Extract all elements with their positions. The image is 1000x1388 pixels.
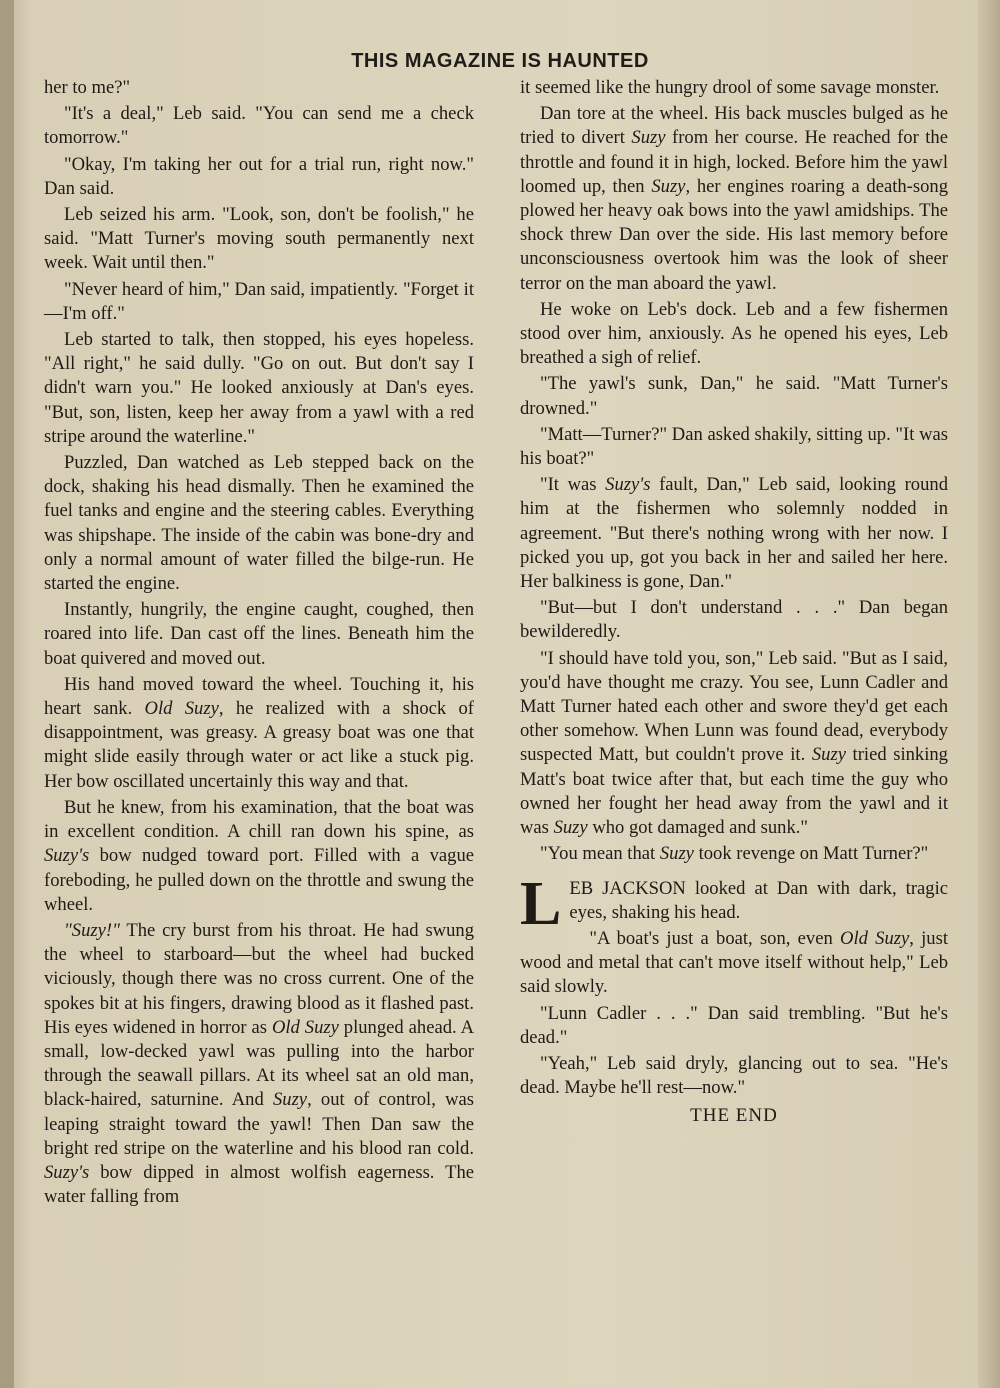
text-run: His hand moved toward the wheel. Touching it, his heart sank. [44, 673, 474, 720]
italic-text-run: Old Suzy [144, 698, 219, 720]
italic-text-run: Suzy [272, 1089, 308, 1111]
paragraph [520, 927, 948, 1000]
text-run: Leb seized his arm. "Look, son, don't be foolish," he said. "Matt Turner's moving south permanently next week. Wait until then." [44, 204, 474, 274]
text-run: "A boat's just a boat, son, even [589, 927, 841, 949]
text-run: But he knew, from his examination, that the boat was in excellent condition. A chill ran down his spine, as [44, 796, 474, 843]
italic-text-run: "Suzy!" [64, 919, 120, 941]
paragraph [44, 328, 474, 449]
italic-text-run: Suzy's [44, 1161, 90, 1183]
paragraph [44, 673, 474, 794]
text-run: who got damaged and sunk." [587, 817, 809, 839]
text-run: "You mean that [540, 843, 660, 865]
text-run: "Lunn Cadler . . ." Dan said trembling. "But he's dead." [520, 1002, 948, 1048]
text-run: it seemed like the hungry drool of some savage monster. [520, 77, 940, 98]
paragraph [44, 796, 474, 917]
italic-text-run: Old Suzy [271, 1016, 339, 1038]
text-run: The cry burst from his throat. He had swung the wheel to starboard—but the wheel had bucked viciously, though there was no cross current. One of the spokes bit at his fingers, drawing blood as it flashed past. His eyes widened in horror as [44, 919, 474, 1038]
text-run: EB JACKSON looked at Dan with dark, tragic eyes, shaking his head. [569, 877, 948, 923]
italic-text-run: Suzy [651, 175, 686, 197]
paragraph [44, 203, 474, 276]
text-run: , just wood and metal that can't move itself without help," Leb said slowly. [520, 927, 948, 998]
text-run: bow nudged toward port. Filled with a vague foreboding, he pulled down on the throttle and swung the wheel. [44, 845, 474, 915]
paragraph [44, 451, 474, 596]
paragraph [520, 372, 948, 420]
paragraph [520, 596, 948, 644]
left-column [44, 76, 474, 1211]
text-run: "Matt—Turner?" Dan asked shakily, sitting up. "It was his boat?" [520, 423, 948, 470]
text-run: "The yawl's sunk, Dan," he said. "Matt Turner's drowned." [520, 373, 948, 419]
text-run: took revenge on Matt Turner?" [693, 843, 929, 865]
text-run: bow dipped in almost wolfish eagerness. The water falling from [44, 1161, 474, 1208]
text-run: "I should have told you, son," Leb said. "But as I said, you'd have thought me crazy. You see, Lunn Cadler and Matt Turner hated each other and swore they'd get each other somehow. When Lunn was found dead, everybody suspected Matt, but couldn't prove it. [520, 647, 948, 766]
italic-text-run: Suzy [659, 843, 694, 865]
page-edge-right [978, 0, 1000, 1388]
paragraph [44, 102, 474, 150]
paragraph [520, 473, 948, 594]
text-run: He woke on Leb's dock. Leb and a few fishermen stood over him, anxiously. As he opened his eyes, Leb breathed a sigh of relief. [520, 298, 948, 369]
paragraph [44, 153, 474, 201]
text-run: , he realized with a shock of disappointment, was greasy. A greasy boat was one that might slide easily through water or act like a stuck pig. Her bow oscillated uncertainly this way and that. [44, 698, 474, 792]
text-run: , her engines roaring a death-song plowed her heavy oak bows into the yawl amidships. The shock threw Dan over the side. His last memory before unconsciousness overtook him was the look of sheer terror on the man aboard the yawl. [520, 175, 948, 294]
text-run: plunged ahead. A small, low-decked yawl was pulling into the harbor through the seawall pillars. At its wheel sat an old man, black-haired, saturnine. And [44, 1016, 474, 1111]
right-column [520, 76, 948, 1129]
paragraph [520, 423, 948, 471]
text-run: "But—but I don't understand . . ." Dan began bewilderedly. [520, 597, 948, 643]
paragraph [520, 102, 948, 296]
paragraph [520, 76, 948, 100]
drop-cap: L [520, 869, 562, 938]
paragraph [44, 598, 474, 671]
text-run: from her course. He reached for the throttle and found it in high, locked. Before him the yawl loomed up, then [520, 127, 948, 197]
text-run: "It's a deal," Leb said. "You can send me a check tomorrow." [44, 103, 474, 149]
paragraph [520, 647, 948, 841]
italic-text-run: Old Suzy [840, 927, 910, 949]
italic-text-run: Suzy's [44, 845, 90, 867]
text-run: "Yeah," Leb said dryly, glancing out to sea. "He's dead. Maybe he'll rest—now." [520, 1052, 948, 1099]
paragraph [44, 919, 474, 1209]
text-run: Dan tore at the wheel. His back muscles bulged as he tried to divert [520, 103, 948, 149]
text-run: tried sinking Matt's boat twice after that, but each time the guy who owned her fought her head away from the yawl and it was [520, 744, 948, 839]
page-edge-left [0, 0, 14, 1388]
paragraph [520, 842, 948, 866]
the-end-label: THE END [690, 1105, 778, 1127]
text-run: "It was [540, 474, 606, 496]
italic-text-run: Suzy [631, 127, 666, 149]
italic-text-run: Suzy [553, 817, 588, 839]
italic-text-run: Suzy's [605, 474, 651, 496]
text-run: "Okay, I'm taking her out for a trial run, right now." Dan said. [44, 153, 474, 199]
text-run: fault, Dan," Leb said, looking round him at the fishermen who solemnly nodded in agreement. "But there's nothing wrong with her now. I picked you up, got you back in her and sailed her here. Her balkiness is gone, Dan." [520, 474, 948, 593]
text-run: Leb started to talk, then stopped, his eyes hopeless. "All right," he said dully. "Go on out. But don't say I didn't warn you." He looked anxiously at Dan's eyes. "But, son, listen, keep her away from a yawl with a red stripe around the waterline." [44, 329, 474, 447]
paragraph [44, 278, 474, 326]
paragraph [520, 1052, 948, 1100]
text-run: , out of control, was leaping straight toward the yawl! Then Dan saw the bright red stripe on the waterline and his blood ran cold. [44, 1089, 474, 1159]
paragraph [520, 1002, 948, 1050]
running-header: THIS MAGAZINE IS HAUNTED [351, 50, 649, 72]
paragraph [44, 76, 474, 100]
text-run: Puzzled, Dan watched as Leb stepped back on the dock, shaking his head dismally. Then he examined the fuel tanks and engine and the steering cables. Everything was shipshape. The inside of the cabin was bone-dry and only a normal amount of water filled the bilge-run. He started the engine. [44, 452, 474, 595]
italic-text-run: Suzy [811, 744, 846, 766]
text-run: Instantly, hungrily, the engine caught, coughed, then roared into life. Dan cast off the lines. Beneath him the boat quivered and moved out. [44, 599, 474, 669]
text-run: her to me?" [44, 77, 131, 98]
paragraph [520, 298, 948, 371]
text-run: "Never heard of him," Dan said, impatiently. "Forget it—I'm off." [44, 278, 474, 324]
